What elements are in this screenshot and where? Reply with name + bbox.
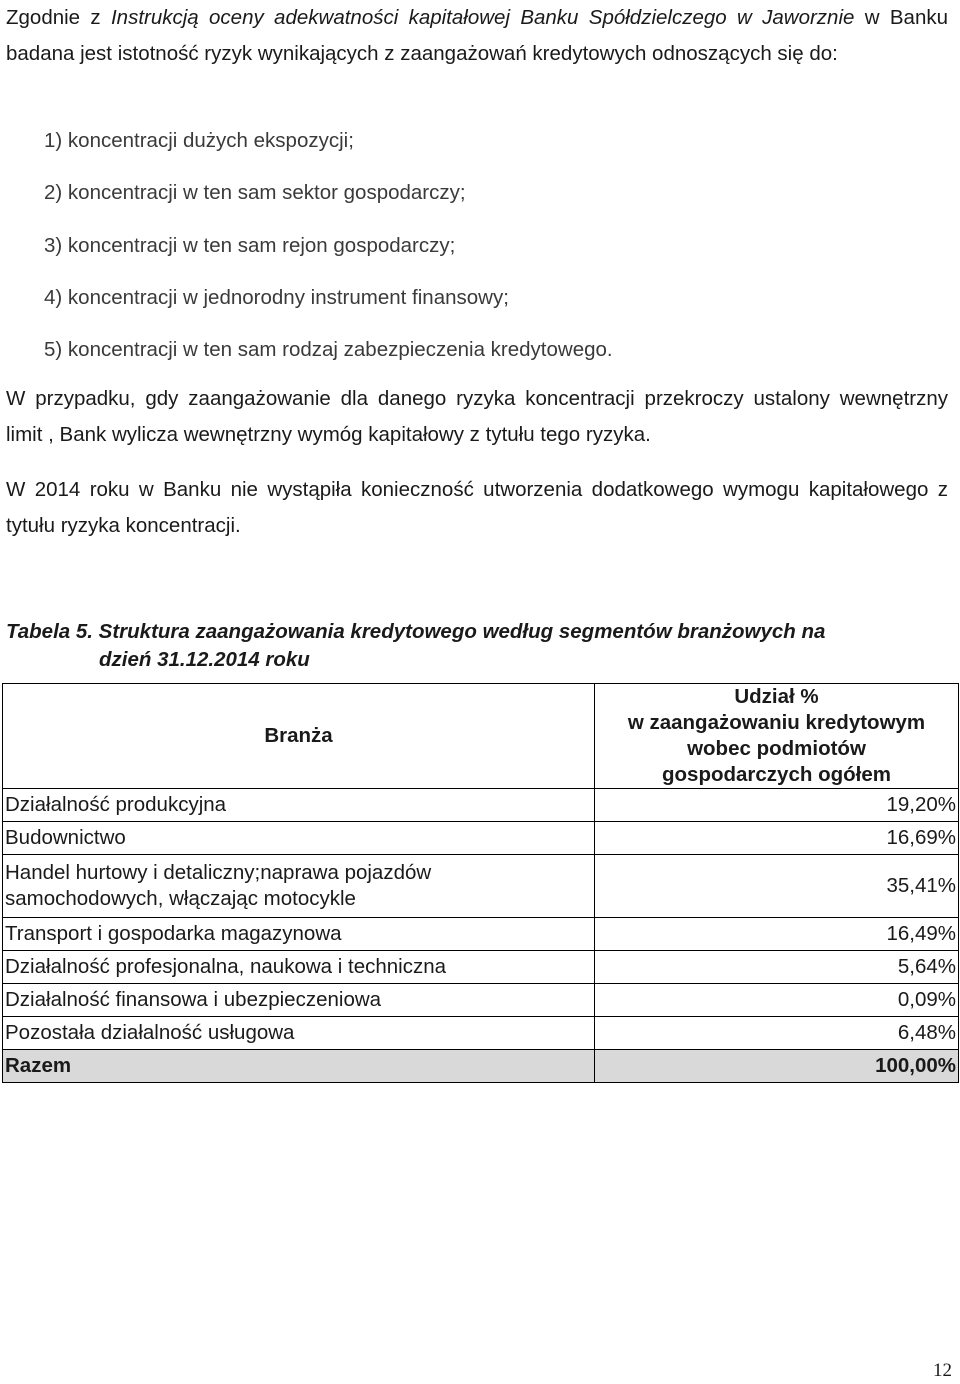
branch-cell: Budownictwo xyxy=(3,822,595,855)
share-cell: 5,64% xyxy=(595,951,959,984)
limit-paragraph: W przypadku, gdy zaangażowanie dla danego ryzyka koncentracji przekroczy ustalony wewnętrzny limit , Bank wylicza wewnętrzny wymóg kapitałowy z tytułu tego ryzyka. xyxy=(6,387,948,446)
table-header-row xyxy=(3,684,959,789)
branch-cell: Pozostała działalność usługowa xyxy=(3,1017,595,1050)
total-share: 100,00% xyxy=(595,1050,959,1083)
table-row xyxy=(3,918,959,951)
header-share-line: gospodarczych ogółem xyxy=(662,763,891,786)
share-cell: 35,41% xyxy=(595,855,959,918)
branch-cell: Działalność finansowa i ubezpieczeniowa xyxy=(3,984,595,1017)
header-share-line: Udział % xyxy=(734,685,819,708)
header-share-line: wobec podmiotów xyxy=(687,737,866,760)
list-item: 1) koncentracji dużych ekspozycji; xyxy=(44,129,354,152)
table-row xyxy=(3,855,959,918)
table-row xyxy=(3,789,959,822)
table-caption-line1: Tabela 5. Struktura zaangażowania kredytowego według segmentów branżowych na xyxy=(6,620,826,643)
branch-cell: Działalność produkcyjna xyxy=(3,789,595,822)
table-row xyxy=(3,951,959,984)
share-cell: 19,20% xyxy=(595,789,959,822)
intro-paragraph xyxy=(6,0,948,72)
table-row xyxy=(3,822,959,855)
instruction-title: Instrukcją oceny adekwatności kapitałowej Banku Spółdzielczego w Jaworznie xyxy=(110,6,855,29)
table-row xyxy=(3,984,959,1017)
share-cell: 16,49% xyxy=(595,918,959,951)
branch-cell: Transport i gospodarka magazynowa xyxy=(3,918,595,951)
branch-line: Handel hurtowy i detaliczny;naprawa pojazdów xyxy=(5,861,432,884)
year-2014-paragraph: W 2014 roku w Banku nie wystąpiła konieczność utworzenia dodatkowego wymogu kapitałowego z tytułu ryzyka koncentracji. xyxy=(6,478,948,537)
list-item: 2) koncentracji w ten sam sektor gospodarczy; xyxy=(44,181,466,204)
table-caption-line2: dzień 31.12.2014 roku xyxy=(99,648,310,671)
total-label: Razem xyxy=(3,1050,595,1083)
branch-cell: Działalność profesjonalna, naukowa i techniczna xyxy=(3,951,595,984)
share-cell: 6,48% xyxy=(595,1017,959,1050)
header-share-line: w zaangażowaniu kredytowym xyxy=(627,711,926,734)
branch-cell xyxy=(3,855,595,918)
industry-segment-table xyxy=(2,683,959,1083)
intro-lead: Zgodnie z xyxy=(6,6,111,29)
intro-rest: w Banku badana jest istotność ryzyk wynikających z zaangażowań kredytowych odnoszących się do: xyxy=(6,6,948,65)
table-row xyxy=(3,1017,959,1050)
list-item: 4) koncentracji w jednorodny instrument finansowy; xyxy=(44,286,509,309)
header-share xyxy=(595,684,959,789)
list-item: 3) koncentracji w ten sam rejon gospodarczy; xyxy=(44,234,456,257)
table-caption xyxy=(6,618,946,674)
header-branch: Branża xyxy=(3,684,595,789)
share-cell: 0,09% xyxy=(595,984,959,1017)
list-item: 5) koncentracji w ten sam rodzaj zabezpieczenia kredytowego. xyxy=(44,338,613,361)
share-cell: 16,69% xyxy=(595,822,959,855)
branch-line: samochodowych, włączając motocykle xyxy=(5,887,356,910)
table-total-row xyxy=(3,1050,959,1083)
page-number: 12 xyxy=(933,1360,952,1381)
